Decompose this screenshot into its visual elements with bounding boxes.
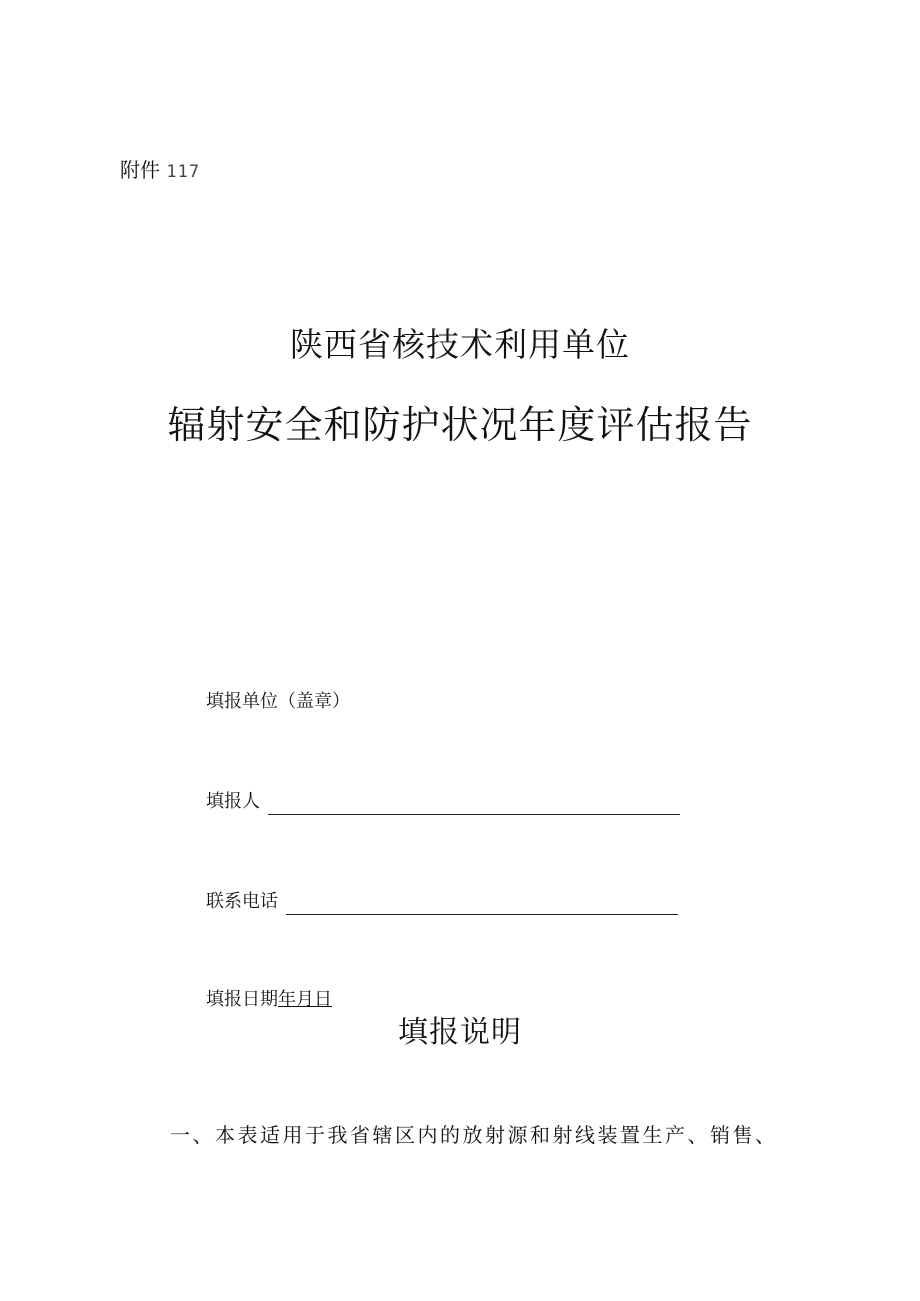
report-title-line-2: 辐射安全和防护状况年度评估报告 <box>167 403 753 447</box>
attachment-label <box>120 156 200 186</box>
contact-phone-input-line[interactable] <box>286 894 678 915</box>
reporter-input-line[interactable] <box>268 794 680 815</box>
attachment-number: 117 <box>166 162 201 182</box>
reporting-date-label: 填报日期 <box>206 989 278 1010</box>
field-reporter <box>206 789 688 815</box>
instructions-paragraph-1: 一、本表适用于我省辖区内的放射源和射线装置生产、销售、 <box>170 1123 778 1147</box>
instructions-title: 填报说明 <box>398 1015 522 1050</box>
reporting-unit-label: 填报单位（盖章） <box>206 691 350 712</box>
report-title-line-1: 陕西省核技术利用单位 <box>290 325 630 364</box>
contact-phone-label: 联系电话 <box>206 891 278 912</box>
field-reporting-date <box>206 987 332 1013</box>
attachment-text: 附件 <box>120 158 160 182</box>
field-reporting-unit <box>206 689 350 715</box>
reporter-label: 填报人 <box>206 791 260 812</box>
reporting-date-value[interactable]: 年月日 <box>278 989 332 1010</box>
field-contact-phone <box>206 889 688 915</box>
